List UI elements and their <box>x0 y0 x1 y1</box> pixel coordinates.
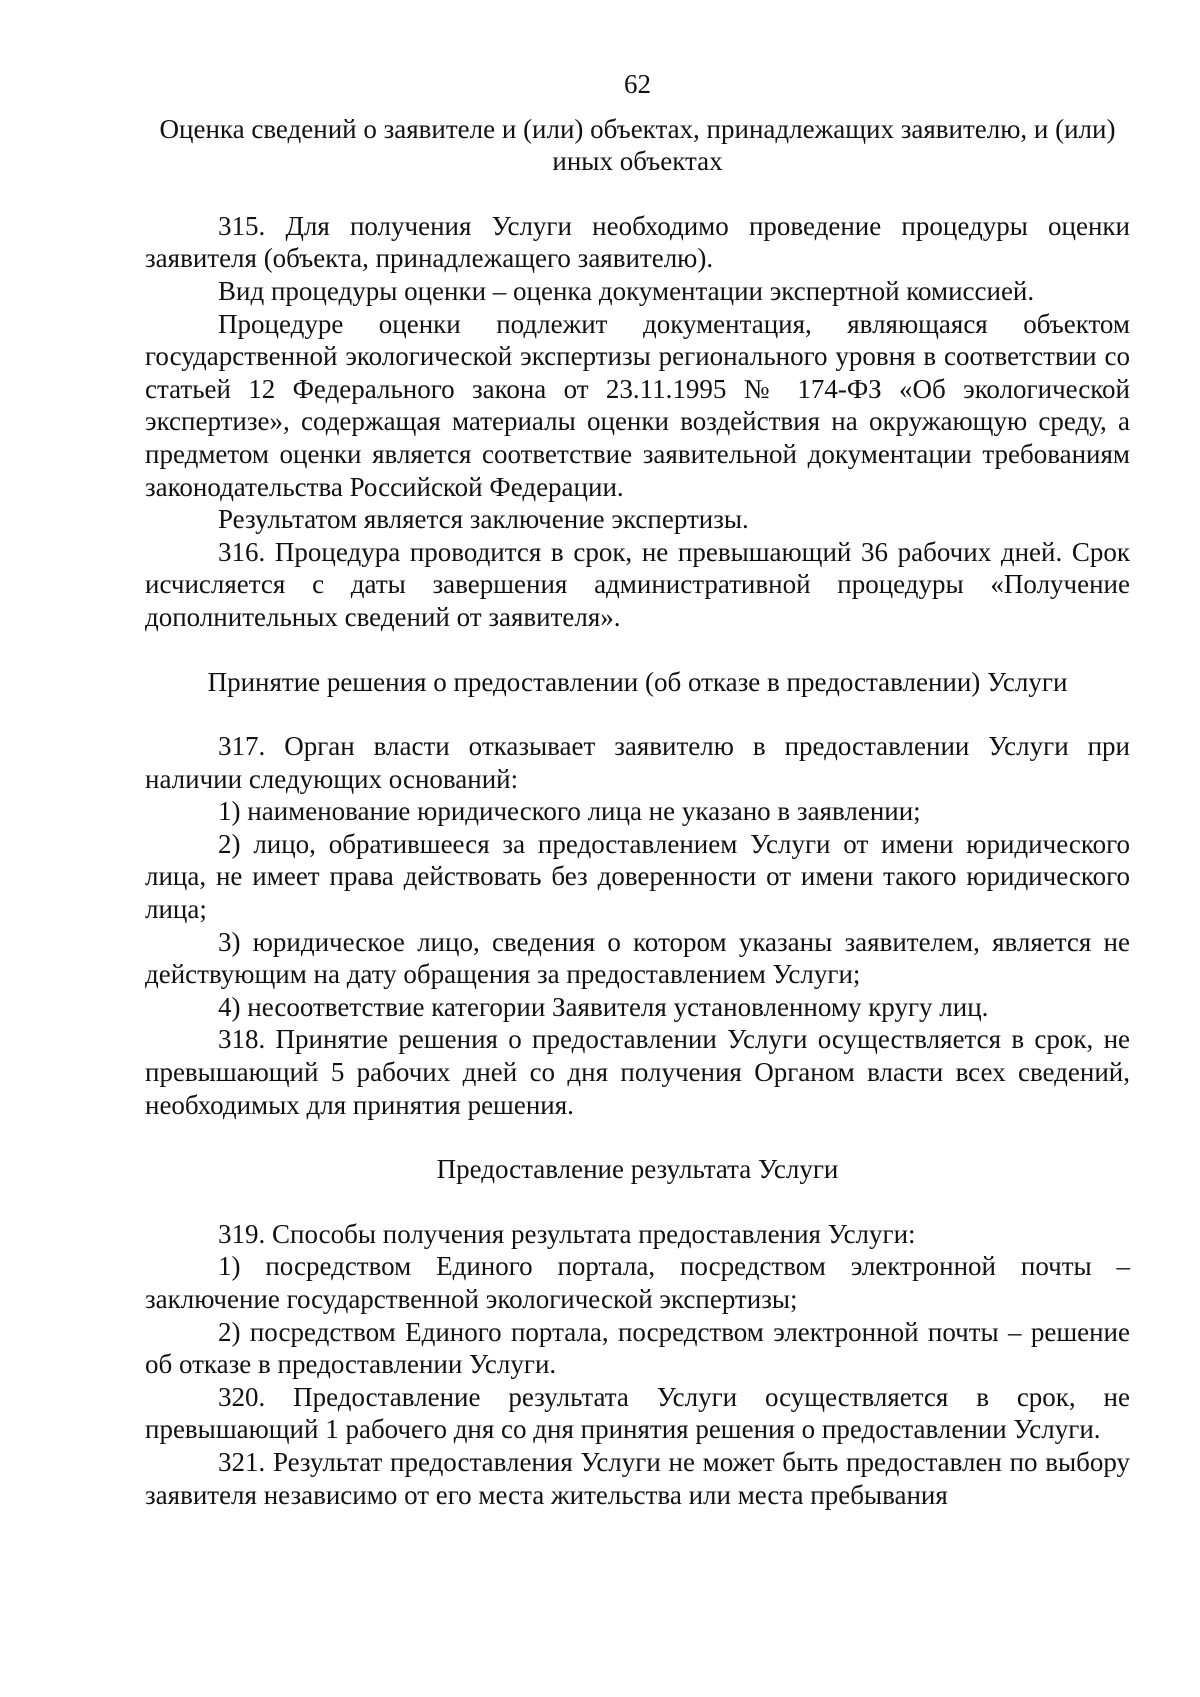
page-number: 62 <box>624 69 651 99</box>
list-item: 1) наименование юридического лица не указано в заявлении; <box>218 796 921 827</box>
paragraph: Результатом является заключение экспертизы. <box>218 504 749 535</box>
paragraph: Процедуре оценки подлежит документация, являющаяся объектом государственной экологической экспертизы регионального уровня в соответствии со статьей 12 Федерального закона от 23.11.1995 № 174-ФЗ «Об экологической экспертизе», содержащая материалы оценки воздействия на окружающую среду, а предметом оценки является соответствие заявительной документации требованиям законодательства Российской Федерации. <box>145 308 1130 502</box>
paragraph: Вид процедуры оценки – оценка документации экспертной комиссией. <box>218 275 1035 306</box>
paragraph: 320. Предоставление результата Услуги осуществляется в срок, не превышающий 1 рабочего дня со дня принятия решения о предоставлении Услуги. <box>145 1381 1130 1445</box>
document-page <box>145 68 1130 1511</box>
paragraph: 321. Результат предоставления Услуги не может быть предоставлен по выбору заявителя независимо от его места жительства или места пребывания <box>145 1446 1130 1510</box>
spacer <box>145 1121 1130 1153</box>
list-item: 3) юридическое лицо, сведения о котором указаны заявителем, является не действующим на дату обращения за предоставлением Услуги; <box>145 926 1130 990</box>
spacer <box>145 634 1130 666</box>
list-item: 4) несоответствие категории Заявителя установленному кругу лиц. <box>218 991 989 1022</box>
paragraph: 316. Процедура проводится в срок, не превышающий 36 рабочих дней. Срок исчисляется с даты завершения административной процедуры «Получение дополнительных сведений от заявителя». <box>145 536 1130 632</box>
list-item: 1) посредством Единого портала, посредством электронной почты – заключение государственной экологической экспертизы; <box>145 1251 1130 1314</box>
section-heading-decision: Принятие решения о предоставлении (об отказе в предоставлении) Услуги <box>207 666 1068 697</box>
paragraph: 318. Принятие решения о предоставлении Услуги осуществляется в срок, не превышающий 5 рабочих дней со дня получения Органом власти всех сведений, необходимых для принятия решения. <box>145 1024 1130 1120</box>
paragraph: 315. Для получения Услуги необходимо проведение процедуры оценки заявителя (объекта, принадлежащего заявителю). <box>145 210 1130 274</box>
list-item: 2) лицо, обратившееся за предоставлением Услуги от имени юридического лица, не имеет права действовать без доверенности от имени такого юридического лица; <box>145 828 1130 925</box>
paragraph: 317. Орган власти отказывает заявителю в предоставлении Услуги при наличии следующих оснований: <box>145 731 1130 794</box>
spacer <box>145 1186 1130 1218</box>
section-heading-assessment: Оценка сведений о заявителе и (или) объектах, принадлежащих заявителю, и (или) иных объектах <box>159 113 1116 177</box>
spacer <box>145 698 1130 730</box>
spacer <box>145 178 1130 210</box>
paragraph: 319. Способы получения результата предоставления Услуги: <box>218 1218 916 1249</box>
list-item: 2) посредством Единого портала, посредством электронной почты – решение об отказе в предоставлении Услуги. <box>145 1316 1130 1380</box>
section-heading-result: Предоставление результата Услуги <box>436 1154 839 1185</box>
